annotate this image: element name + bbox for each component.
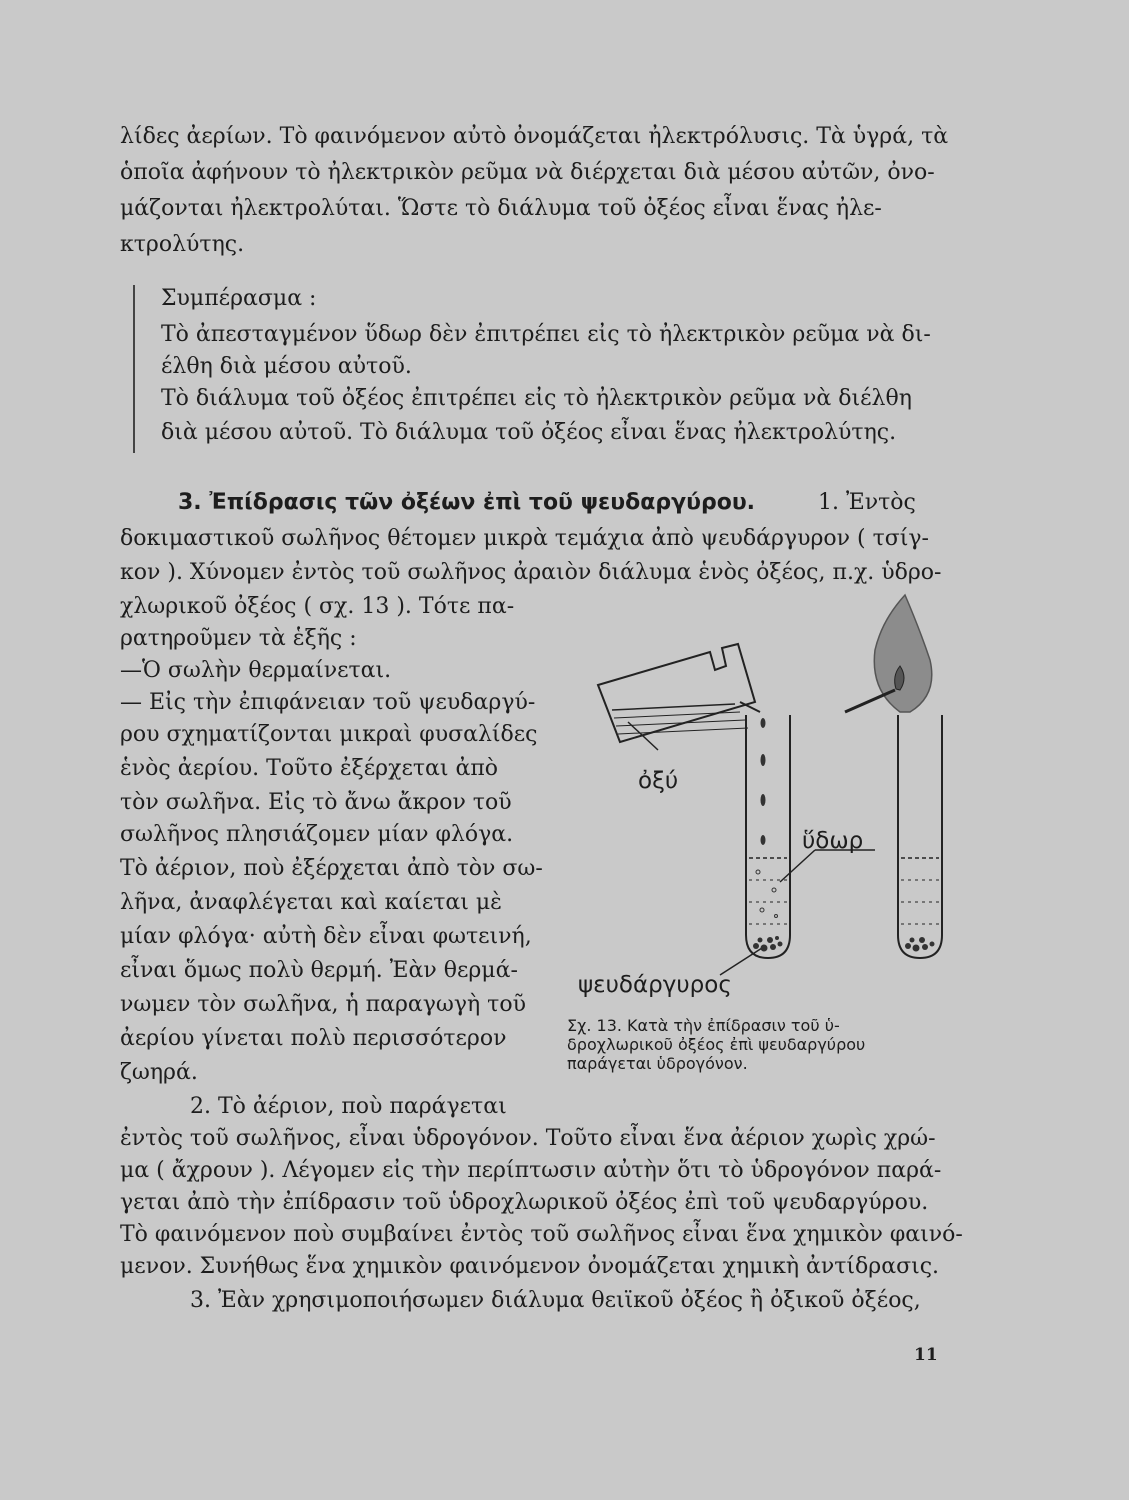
bottom-line-4: Τὸ φαινόμενον ποὺ συμβαίνει ἐντὸς τοῦ σωλῆνος εἶναι ἕνα χημικὸν φαινό-: [120, 1222, 963, 1247]
bottom-line-3: γεται ἀπὸ τὴν ἐπίδρασιν τοῦ ὑδροχλωρικοῦ ὀξέος ἐπὶ τοῦ ψευδαργύρου.: [120, 1190, 929, 1215]
bottom-line-5: μενον. Συνήθως ἕνα χημικὸν φαινόμενον ὀνομάζεται χημικὴ ἀντίδρασις.: [120, 1254, 940, 1279]
column-line-2: ρατηροῦμεν τὰ ἑξῆς :: [120, 626, 357, 651]
bottom-line-2: μα ( ἄχρουν ). Λέγομεν εἰς τὴν περίπτωσιν αὐτὴν ὅτι τὸ ὑδρογόνον παρά-: [120, 1158, 942, 1183]
summary-line-4: διὰ μέσου αὐτοῦ. Τὸ διάλυμα τοῦ ὀξέος εἶναι ἕνας ἠλεκτρολύτης.: [161, 420, 897, 445]
caption-line-2: δροχλωρικοῦ ὀξέος ἐπὶ ψευδαργύρου: [567, 1035, 866, 1054]
summary-line-2: έλθη διὰ μέσου αὐτοῦ.: [161, 354, 412, 379]
column-line-6: ἑνὸς ἀερίου. Τοῦτο ἐξέρχεται ἀπὸ: [120, 756, 499, 781]
top-paragraph-line-1: λίδες ἀερίων. Τὸ φαινόμενον αὐτὸ ὀνομάζεται ἠλεκτρόλυσις. Τὰ ὑγρά, τὰ: [120, 124, 949, 149]
figure-caption: [567, 1016, 947, 1073]
column-line-12: εἶναι ὅμως πολὺ θερμή. Ἐὰν θερμά-: [120, 958, 518, 983]
zinc-pieces-right: [905, 937, 935, 952]
page-number: 11: [914, 1345, 938, 1365]
caption-line-3: παράγεται ὑδρογόνον.: [567, 1054, 748, 1073]
summary-margin-bar: [133, 285, 135, 453]
column-line-5: ρου σχηματίζονται μικραὶ φυσαλίδες: [120, 722, 538, 747]
zinc-pieces-left: [753, 936, 783, 952]
acid-container: [598, 644, 760, 750]
figure-13: [578, 590, 950, 1010]
column-line-8: σωλῆνος πλησιάζομεν μίαν φλόγα.: [120, 822, 514, 847]
test-tube-right: [898, 715, 942, 958]
caption-line-1: Σχ. 13. Κατὰ τὴν ἐπίδρασιν τοῦ ὑ-: [567, 1016, 840, 1035]
column-line-1: χλωρικοῦ ὀξέος ( σχ. 13 ). Τότε πα-: [120, 594, 515, 619]
column-line-14: ἀερίου γίνεται πολὺ περισσότερον: [120, 1026, 507, 1051]
top-paragraph-line-4: κτρολύτης.: [120, 232, 245, 257]
summary-title: Συμπέρασμα :: [161, 286, 317, 311]
label-zinc: ψευδάργυρος: [578, 972, 732, 998]
column-line-13: νωμεν τὸν σωλῆνα, ἡ παραγωγὴ τοῦ: [120, 992, 526, 1017]
section-line-2: κον ). Χύνομεν ἐντὸς τοῦ σωλῆνος ἀραιὸν διάλυμα ἑνὸς ὀξέος, π.χ. ὑδρο-: [120, 560, 942, 585]
section-heading: 3. Ἐπίδρασις τῶν ὀξέων ἐπὶ τοῦ ψευδαργύρου.: [178, 490, 756, 515]
summary-line-3: Τὸ διάλυμα τοῦ ὀξέος ἐπιτρέπει εἰς τὸ ἠλεκτρικὸν ρεῦμα νὰ διέλθη: [161, 386, 912, 411]
bottom-line-1: ἐντὸς τοῦ σωλῆνος, εἶναι ὑδρογόνον. Τοῦτο εἶναι ἕνα ἀέριον χωρὶς χρώ-: [120, 1126, 936, 1151]
label-acid: ὀξύ: [638, 768, 679, 794]
figure-drawing: [590, 590, 950, 1010]
column-line-10: λῆνα, ἀναφλέγεται καὶ καίεται μὲ: [120, 890, 502, 915]
section-line-1: δοκιμαστικοῦ σωλῆνος θέτομεν μικρὰ τεμάχια ἀπὸ ψευδάργυρον ( τσίγ-: [120, 526, 929, 551]
label-water: ὕδωρ: [802, 828, 864, 854]
column-line-4: — Εἰς τὴν ἐπιφάνειαν τοῦ ψευδαργύ-: [120, 690, 536, 715]
column-line-15: ζωηρά.: [120, 1060, 198, 1085]
column-line-16: 2. Τὸ ἀέριον, ποὺ παράγεται: [190, 1094, 507, 1119]
acid-drops: [761, 718, 766, 845]
column-line-11: μίαν φλόγα· αὐτὴ δὲν εἶναι φωτεινή,: [120, 924, 532, 949]
column-line-3: —Ὁ σωλὴν θερμαίνεται.: [120, 658, 392, 683]
top-paragraph-line-2: ὁποῖα ἀφήνουν τὸ ἠλεκτρικὸν ρεῦμα νὰ διέρχεται διὰ μέσου αὐτῶν, ὀνο-: [120, 160, 935, 185]
bubbles-left: [756, 870, 778, 918]
top-paragraph-line-3: μάζονται ἠλεκτρολύται. Ὥστε τὸ διάλυμα τοῦ ὀξέος εἶναι ἕνας ἠλε-: [120, 196, 882, 221]
right-tube-liquid: [901, 858, 939, 924]
section-heading-rest: 1. Ἐντὸς: [818, 490, 916, 515]
bottom-line-6: 3. Ἐὰν χρησιμοποιήσωμεν διάλυμα θειϊκοῦ ὀξέος ἢ ὀξικοῦ ὀξέος,: [190, 1288, 921, 1313]
summary-line-1: Τὸ ἀπεσταγμένον ὕδωρ δὲν ἐπιτρέπει εἰς τὸ ἠλεκτρικὸν ρεῦμα νὰ δι-: [161, 322, 931, 347]
column-line-7: τὸν σωλῆνα. Εἰς τὸ ἄνω ἄκρον τοῦ: [120, 790, 512, 815]
column-line-9: Τὸ ἀέριον, ποὺ ἐξέρχεται ἀπὸ τὸν σω-: [120, 856, 543, 881]
